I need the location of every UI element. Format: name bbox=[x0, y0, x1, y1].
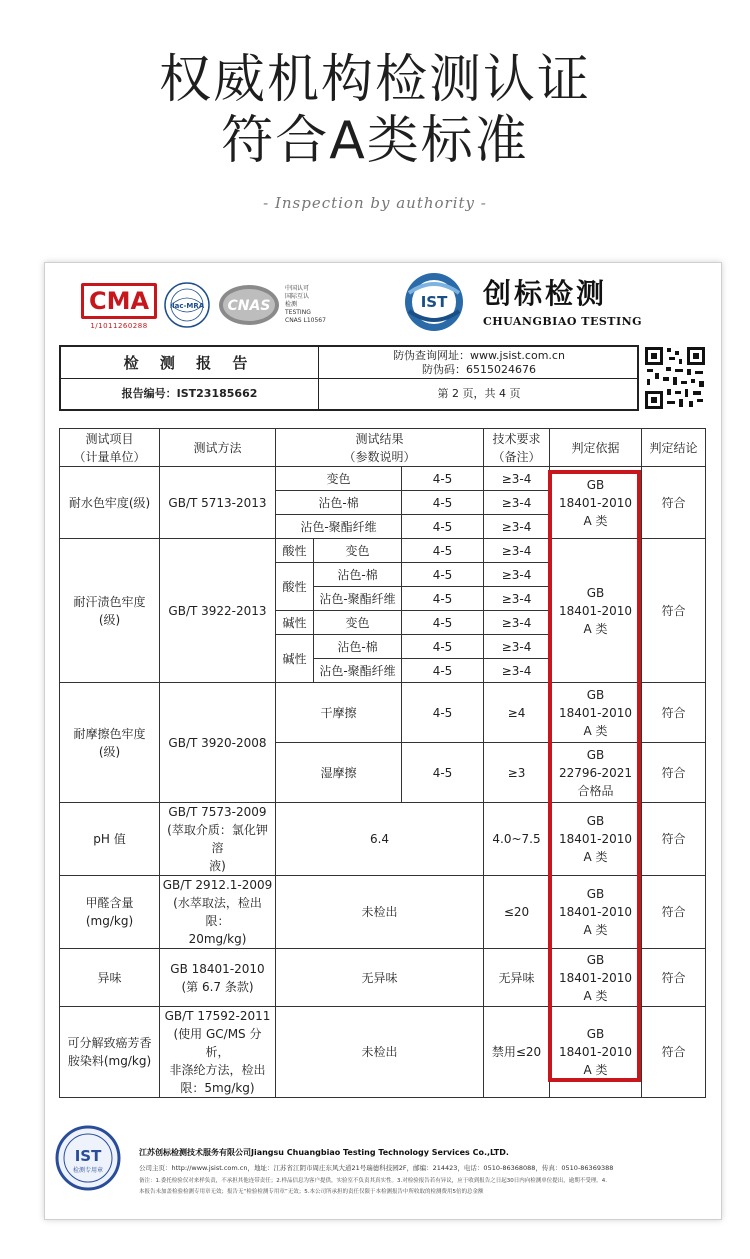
cell-method: GB/T 3922-2013 bbox=[160, 539, 276, 683]
query-site: 防伪查询网址：www.jsist.com.cn bbox=[393, 349, 565, 362]
cnas-text: CNAS bbox=[227, 298, 271, 314]
cnas-caption-line: 检测 bbox=[285, 301, 298, 308]
cell-value: 4-5 bbox=[402, 563, 484, 587]
brand bbox=[483, 277, 642, 328]
cell-conclusion: 符合 bbox=[642, 949, 706, 1007]
table-row bbox=[60, 467, 706, 491]
headline-subtitle: - Inspection by authority - bbox=[263, 194, 487, 212]
cell-req: ≥3-4 bbox=[484, 563, 550, 587]
cell-req: ≥4 bbox=[484, 683, 550, 743]
cell-param: 沾色-聚酯纤维 bbox=[276, 515, 402, 539]
footer-note-1: 备注：1.委托检验仅对来样负责，不承担其他连带责任；2.样品信息为客户提供，实验室不负责其真实性。3.对检验报告若有异议，应于收到报告之日起30日内向检测单位提出，逾期不受理。4. bbox=[139, 1178, 607, 1184]
verification-info bbox=[319, 347, 639, 379]
cell-conclusion: 符合 bbox=[642, 743, 706, 803]
cell-value: 4-5 bbox=[402, 611, 484, 635]
cell-value: 4-5 bbox=[402, 743, 484, 803]
seal-text: IST bbox=[74, 1147, 102, 1165]
header-item: 测试项目 （计量单位） bbox=[60, 429, 160, 467]
footer-note-2: 本报告未加盖检验检测专用章无效；报告无“检验检测专用章”无效；5.本公司所承担的责任仅限于本检测报告中所收取的检测费用5倍的总金额 bbox=[139, 1189, 484, 1194]
cma-number: 1/1011260288 bbox=[90, 322, 148, 330]
cell-param: 沾色-棉 bbox=[276, 491, 402, 515]
report-header-box bbox=[59, 345, 639, 411]
anti-fake-code: 防伪码：6515024676 bbox=[422, 363, 536, 376]
cell-item: pH 值 bbox=[60, 803, 160, 876]
header-result: 测试结果 （参数说明） bbox=[276, 429, 484, 467]
cell-req: ≥3-4 bbox=[484, 611, 550, 635]
cell-item: 甲醛含量 (mg/kg) bbox=[60, 876, 160, 949]
cell-value: 4-5 bbox=[402, 539, 484, 563]
cell-conclusion: 符合 bbox=[642, 803, 706, 876]
cell-item: 耐水色牢度(级) bbox=[60, 467, 160, 539]
report-title: 检 测 报 告 bbox=[61, 347, 319, 379]
cell-conclusion: 符合 bbox=[642, 1007, 706, 1098]
cell-req: ≤20 bbox=[484, 876, 550, 949]
cell-param: 变色 bbox=[276, 467, 402, 491]
cell-value: 4-5 bbox=[402, 587, 484, 611]
cell-req: ≥3-4 bbox=[484, 491, 550, 515]
qr-code-icon bbox=[643, 345, 707, 411]
cnas-caption-line: CNAS L10567 bbox=[285, 317, 326, 324]
cell-basis: GB 18401-2010 A 类 bbox=[550, 949, 642, 1007]
cell-req: ≥3-4 bbox=[484, 539, 550, 563]
cell-param: 沾色-聚酯纤维 bbox=[314, 587, 402, 611]
cell-value: 4-5 bbox=[402, 683, 484, 743]
headline-line1: 权威机构检测认证 bbox=[158, 50, 591, 110]
table-row bbox=[60, 876, 706, 949]
header-method: 测试方法 bbox=[160, 429, 276, 467]
cell-value: 4-5 bbox=[402, 635, 484, 659]
cell-req: 无异味 bbox=[484, 949, 550, 1007]
cell-param: 沾色-棉 bbox=[314, 563, 402, 587]
cell-conclusion: 符合 bbox=[642, 467, 706, 539]
ist-seal-icon bbox=[55, 1125, 121, 1191]
cell-basis: GB 18401-2010 A 类 bbox=[550, 1007, 642, 1098]
table-row bbox=[60, 539, 706, 563]
headline-line2: 符合A类标准 bbox=[221, 111, 529, 171]
cnas-caption-line: 国际互认 bbox=[285, 293, 310, 300]
table-row bbox=[60, 949, 706, 1007]
cell-value: 4-5 bbox=[402, 515, 484, 539]
ilac-mra-icon bbox=[163, 281, 211, 329]
seal-subtext: 检测专用章 bbox=[72, 1167, 104, 1174]
cell-param: 变色 bbox=[314, 611, 402, 635]
cnas-caption bbox=[285, 285, 326, 325]
cell-param: 变色 bbox=[314, 539, 402, 563]
cell-req: ≥3-4 bbox=[484, 515, 550, 539]
cell-conclusion: 符合 bbox=[642, 539, 706, 683]
cell-req: 禁用≤20 bbox=[484, 1007, 550, 1098]
report-footer bbox=[45, 1115, 722, 1220]
cell-req: ≥3-4 bbox=[484, 659, 550, 683]
brand-name-en: CHUANGBIAO TESTING bbox=[483, 315, 643, 328]
page-info: 第 2 页，共 4 页 bbox=[437, 387, 521, 400]
cell-item: 耐摩擦色牢度 (级) bbox=[60, 683, 160, 803]
cell-value: 4-5 bbox=[402, 467, 484, 491]
cell-value: 6.4 bbox=[276, 803, 484, 876]
cma-mark: CMA bbox=[81, 283, 157, 319]
cell-method: GB 18401-2010 (第 6.7 条款) bbox=[160, 949, 276, 1007]
cell-item: 异味 bbox=[60, 949, 160, 1007]
cell-alkali: 碱性 bbox=[276, 611, 314, 635]
page-heading bbox=[0, 50, 750, 212]
cell-value: 4-5 bbox=[402, 659, 484, 683]
cell-conclusion: 符合 bbox=[642, 876, 706, 949]
cnas-caption-line: 中国认可 bbox=[285, 285, 310, 292]
cell-basis: GB 18401-2010 A 类 bbox=[550, 467, 642, 539]
cell-item: 耐汗渍色牢度 (级) bbox=[60, 539, 160, 683]
ist-logo-icon bbox=[403, 271, 465, 333]
certification-logos bbox=[45, 263, 722, 343]
table-row bbox=[60, 803, 706, 876]
cell-basis: GB 18401-2010 A 类 bbox=[550, 876, 642, 949]
test-report-document bbox=[44, 262, 722, 1220]
ist-logo-text: IST bbox=[420, 293, 448, 311]
company-address: 公司主页：http://www.jsist.com.cn，地址：江苏省江阴市周庄东风大道21号瑞德科技园2F，邮编：214423，电话：0510-86368088，传真：0510-86369388 bbox=[139, 1164, 614, 1172]
cell-req: ≥3-4 bbox=[484, 587, 550, 611]
cnas-caption-line: TESTING bbox=[285, 309, 311, 316]
cell-req: ≥3 bbox=[484, 743, 550, 803]
header-basis: 判定依据 bbox=[550, 429, 642, 467]
company-name: 江苏创标检测技术服务有限公司Jiangsu Chuangbiao Testing Technology Services Co.,LTD. bbox=[139, 1148, 509, 1157]
cell-req: 4.0~7.5 bbox=[484, 803, 550, 876]
cell-acid: 酸性 bbox=[276, 539, 314, 563]
cell-value: 未检出 bbox=[276, 876, 484, 949]
cma-logo bbox=[81, 283, 157, 330]
table-row bbox=[60, 683, 706, 743]
cnas-icon bbox=[217, 283, 281, 327]
cell-basis: GB 18401-2010 A 类 bbox=[550, 539, 642, 683]
cell-param: 干摩擦 bbox=[276, 683, 402, 743]
report-number: 报告编号：IST23185662 bbox=[61, 379, 319, 409]
ilac-text: ilac-MRA bbox=[169, 302, 205, 310]
cell-req: ≥3-4 bbox=[484, 467, 550, 491]
cell-basis: GB 18401-2010 A 类 bbox=[550, 683, 642, 743]
brand-name-cn: 创标检测 bbox=[483, 277, 608, 310]
cell-param: 沾色-聚酯纤维 bbox=[314, 659, 402, 683]
header-requirement: 技术要求 （备注） bbox=[484, 429, 550, 467]
cell-acid: 酸性 bbox=[276, 563, 314, 611]
cell-alkali: 碱性 bbox=[276, 635, 314, 683]
cell-item: 可分解致癌芳香 胺染料(mg/kg) bbox=[60, 1007, 160, 1098]
cell-method: GB/T 17592-2011 (使用 GC/MS 分析， 非涤纶方法，检出 限：5mg/kg) bbox=[160, 1007, 276, 1098]
test-results-table bbox=[59, 428, 706, 1098]
cell-req: ≥3-4 bbox=[484, 635, 550, 659]
cma-text: MA bbox=[106, 287, 150, 315]
table-row bbox=[60, 1007, 706, 1098]
cell-value: 4-5 bbox=[402, 491, 484, 515]
cell-basis: GB 22796-2021 合格品 bbox=[550, 743, 642, 803]
header-conclusion: 判定结论 bbox=[642, 429, 706, 467]
cell-value: 未检出 bbox=[276, 1007, 484, 1098]
cell-method: GB/T 3920-2008 bbox=[160, 683, 276, 803]
cell-value: 无异味 bbox=[276, 949, 484, 1007]
cell-method: GB/T 2912.1-2009 (水萃取法，检出限： 20mg/kg) bbox=[160, 876, 276, 949]
cell-method: GB/T 5713-2013 bbox=[160, 467, 276, 539]
cell-param: 湿摩擦 bbox=[276, 743, 402, 803]
cell-basis: GB 18401-2010 A 类 bbox=[550, 803, 642, 876]
cell-method: GB/T 7573-2009 (萃取介质：氯化钾溶 液) bbox=[160, 803, 276, 876]
cell-conclusion: 符合 bbox=[642, 683, 706, 743]
table-header-row bbox=[60, 429, 706, 467]
cell-param: 沾色-棉 bbox=[314, 635, 402, 659]
